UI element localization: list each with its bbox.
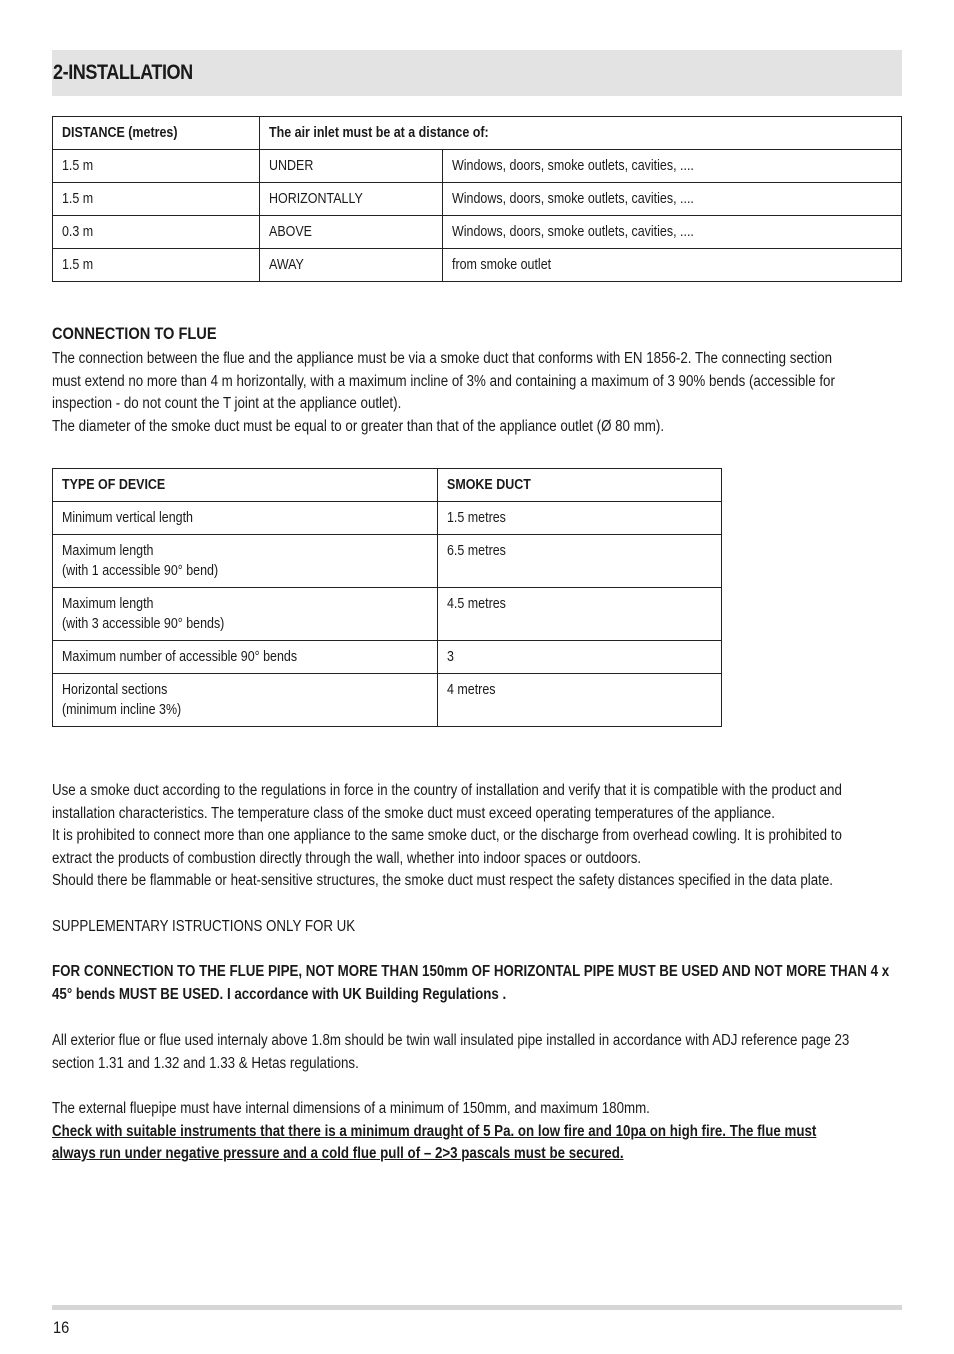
- paragraph-line: All exterior flue or flue used internaly above 1.8m should be twin wall insulated pipe installed in accordance with ADJ reference page 23: [52, 1032, 850, 1049]
- distance-column-header: DISTANCE (metres): [53, 117, 260, 150]
- target-cell: from smoke outlet: [443, 249, 902, 282]
- draught-warning-line: Check with suitable instruments that there is a minimum draught of 5 Pa. on low fire and 10pa on high fire. The flue must: [52, 1122, 817, 1140]
- table-header-row: [53, 469, 722, 502]
- paragraph-line: section 1.31 and 1.32 and 1.33 & Hetas regulations.: [52, 1054, 359, 1072]
- smoke-duct-value-cell: 4 metres: [438, 674, 722, 727]
- page-content: [52, 50, 902, 1163]
- device-type-cell: Minimum vertical length: [53, 502, 438, 535]
- flue-connection-paragraph: [52, 348, 902, 438]
- table-row: [53, 535, 722, 588]
- table-row: [53, 588, 722, 641]
- uk-flue-pipe-warning: [52, 961, 902, 1006]
- page-number: 16: [53, 1318, 70, 1337]
- air-inlet-distance-table: [52, 116, 902, 282]
- distance-cell: 1.5 m: [53, 150, 260, 183]
- paragraph-line: The external fluepipe must have internal dimensions of a minimum of 150mm, and maximum 180mm.: [52, 1100, 650, 1117]
- device-type-cell: Horizontal sections (minimum incline 3%): [53, 674, 438, 727]
- table-row: [53, 502, 722, 535]
- air-inlet-column-header: The air inlet must be at a distance of:: [260, 117, 902, 150]
- paragraph-line: Use a smoke duct according to the regulations in force in the country of installation and verify that it is compatible with the product and: [52, 782, 842, 799]
- smoke-duct-value-cell: 4.5 metres: [438, 588, 722, 641]
- paragraph-line: The connection between the flue and the appliance must be via a smoke duct that conforms with EN 1856-2. The connecting section: [52, 350, 833, 367]
- target-cell: Windows, doors, smoke outlets, cavities, ....: [443, 150, 902, 183]
- table-row: [53, 674, 722, 727]
- smoke-duct-value-cell: 6.5 metres: [438, 535, 722, 588]
- paragraph-line: extract the products of combustion directly through the wall, whether into indoor spaces or outdoors.: [52, 849, 642, 867]
- smoke-duct-table: [52, 468, 722, 727]
- draught-warning-line: always run under negative pressure and a cold flue pull of – 2>3 pascals must be secured.: [52, 1145, 624, 1163]
- paragraph-line: The diameter of the smoke duct must be equal to or greater than that of the appliance outlet (Ø 80 mm).: [52, 417, 665, 435]
- table-header-row: [53, 117, 902, 150]
- regulations-paragraph: [52, 780, 902, 893]
- footer-divider: [52, 1305, 902, 1310]
- section-header: [52, 50, 902, 96]
- distance-cell: 1.5 m: [53, 183, 260, 216]
- table-row: [53, 641, 722, 674]
- paragraph-line: FOR CONNECTION TO THE FLUE PIPE, NOT MORE THAN 150mm OF HORIZONTAL PIPE MUST BE USED AND NOT MORE THAN 4 x: [52, 963, 890, 980]
- fluepipe-dimensions-paragraph: [52, 1098, 902, 1166]
- paragraph-line: 45° bends MUST BE USED. I accordance with UK Building Regulations .: [52, 985, 507, 1003]
- table-row: [53, 216, 902, 249]
- paragraph-line: inspection - do not count the T joint at the appliance outlet).: [52, 395, 402, 413]
- smoke-duct-value-cell: 1.5 metres: [438, 502, 722, 535]
- flue-connection-heading: CONNECTION TO FLUE: [52, 324, 217, 343]
- distance-cell: 0.3 m: [53, 216, 260, 249]
- exterior-flue-paragraph: [52, 1030, 902, 1075]
- smoke-duct-value-cell: 3: [438, 641, 722, 674]
- direction-cell: UNDER: [260, 150, 443, 183]
- device-type-cell: Maximum number of accessible 90° bends: [53, 641, 438, 674]
- direction-cell: AWAY: [260, 249, 443, 282]
- table-row: [53, 249, 902, 282]
- direction-cell: ABOVE: [260, 216, 443, 249]
- direction-cell: HORIZONTALLY: [260, 183, 443, 216]
- smoke-duct-column-header: SMOKE DUCT: [438, 469, 722, 502]
- paragraph-line: It is prohibited to connect more than one appliance to the same smoke duct, or the discharge from overhead cowling. It is prohibited to: [52, 827, 842, 845]
- section-title: 2-INSTALLATION: [53, 61, 193, 84]
- paragraph-line: Should there be flammable or heat-sensitive structures, the smoke duct must respect the safety distances specified in the data plate.: [52, 872, 833, 890]
- target-cell: Windows, doors, smoke outlets, cavities, ....: [443, 183, 902, 216]
- table-row: [53, 183, 902, 216]
- uk-instructions-heading: SUPPLEMENTARY ISTRUCTIONS ONLY FOR UK: [52, 918, 356, 935]
- table-row: [53, 150, 902, 183]
- device-type-cell: Maximum length (with 3 accessible 90° bends): [53, 588, 438, 641]
- paragraph-line: must extend no more than 4 m horizontally, with a maximum incline of 3% and containing a maximum of 3 90% bends (accessible for: [52, 372, 835, 390]
- device-type-cell: Maximum length (with 1 accessible 90° bend): [53, 535, 438, 588]
- device-type-column-header: TYPE OF DEVICE: [53, 469, 438, 502]
- paragraph-line: installation characteristics. The temperature class of the smoke duct must exceed operating temperatures of the appliance.: [52, 804, 775, 822]
- distance-cell: 1.5 m: [53, 249, 260, 282]
- target-cell: Windows, doors, smoke outlets, cavities, ....: [443, 216, 902, 249]
